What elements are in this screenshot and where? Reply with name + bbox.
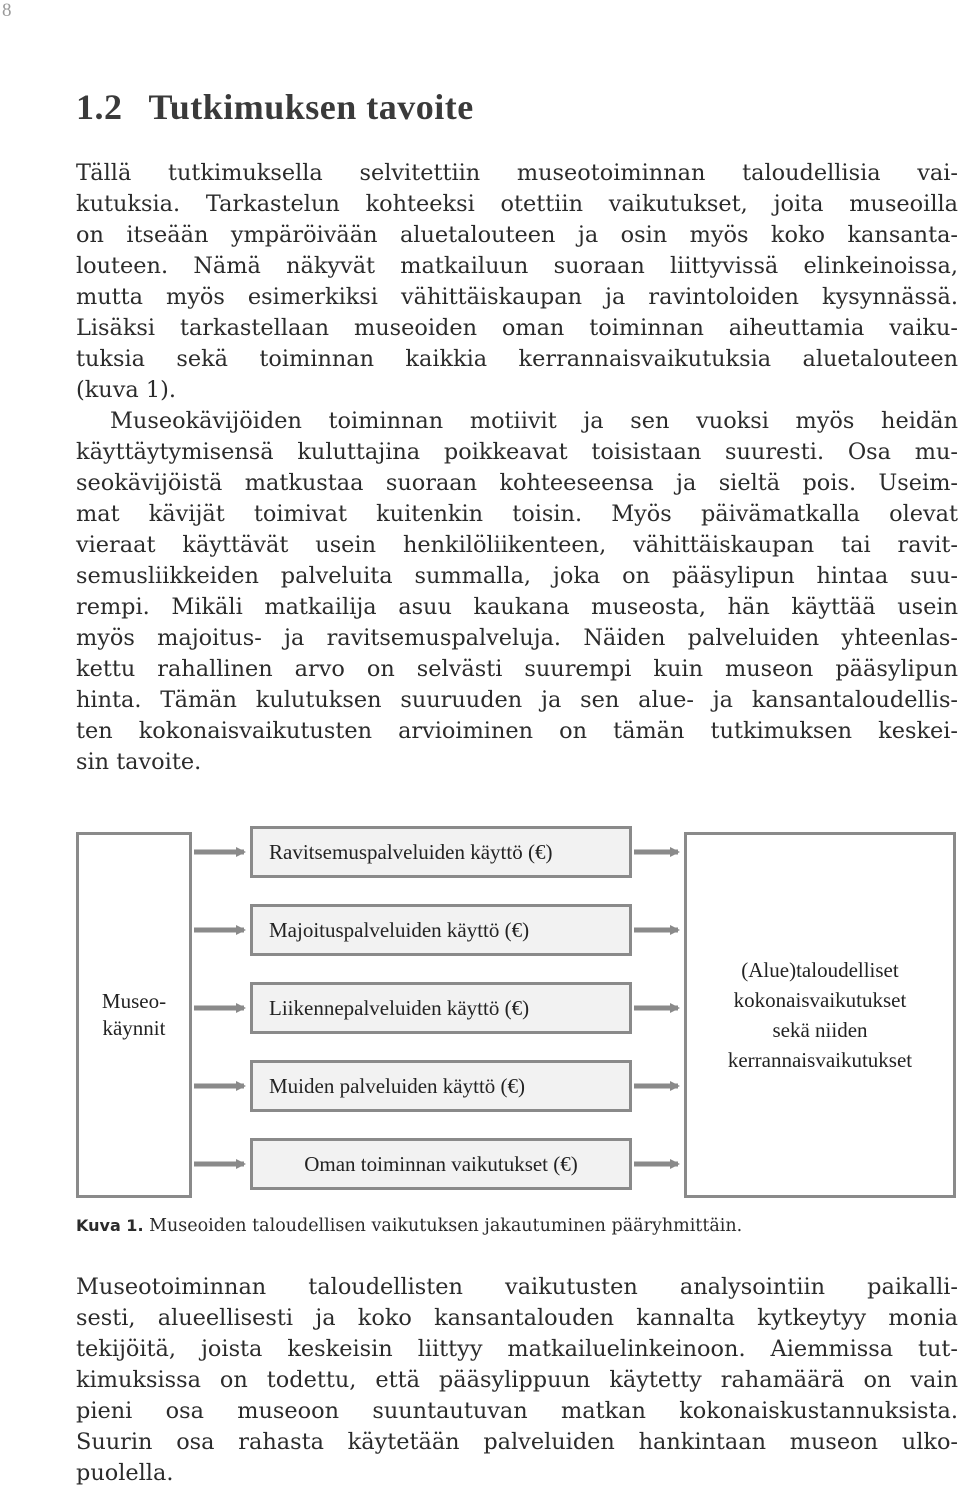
service-box-label: Majoituspalveluiden käyttö (€) (269, 917, 530, 942)
service-box-label: Liikennepalveluiden käyttö (€) (269, 995, 530, 1020)
paragraph-line: seokävijöistä matkustaa suoraan kohteeseensa ja sieltä pois. Useim- (76, 470, 958, 496)
paragraph-line: on itseään ympäröivään aluetalouteen ja osin myös koko kansanta- (76, 222, 958, 248)
paragraph-line: kutuksia. Tarkastelun kohteeksi otettiin vaikutukset, joita museoilla (76, 191, 958, 217)
service-box-ravitsemus (250, 826, 632, 878)
paragraph-line: hinta. Tämän kulutuksen suuruuden ja sen alue- ja kansantaloudellis- (76, 687, 958, 713)
service-box-label: Oman toiminnan vaikutukset (€) (304, 1151, 578, 1176)
paragraph-line: rempi. Mikäli matkailija asuu kaukana museosta, hän käyttää usein (76, 594, 958, 620)
service-box-label: Muiden palveluiden käyttö (€) (269, 1073, 526, 1098)
paragraph-line: sin tavoite. (76, 749, 202, 775)
museum-visits-box (76, 832, 192, 1198)
body-paragraphs (76, 158, 958, 778)
paragraph-line: pieni osa museoon suuntautuvan matkan kokonaiskustannuksista. (76, 1398, 958, 1424)
service-box-liikenne (250, 982, 632, 1034)
figure-caption-text: Museoiden taloudellisen vaikutuksen jakautuminen pääryhmittäin. (143, 1216, 743, 1236)
section-title: Tutkimuksen tavoite (148, 87, 474, 127)
total-effects-box (684, 832, 956, 1198)
service-box-majoitus (250, 904, 632, 956)
paragraph-line: puolella. (76, 1460, 174, 1486)
paragraph-line: mutta myös esimerkiksi vähittäiskaupan ja ravintoloiden kysynnässä. (76, 284, 958, 310)
paragraph-line: tekijöitä, joista keskeisin liittyy matkailuelinkeinoon. Aiemmissa tut- (76, 1336, 958, 1362)
service-box-muut (250, 1060, 632, 1112)
museum-visits-label-line: Museo- (101, 989, 167, 1013)
figure-caption-label: Kuva 1. (76, 1216, 144, 1235)
paragraph-line: kettu rahallinen arvo on selvästi suurempi kuin museon pääsylipun (76, 656, 958, 682)
paragraph-line: vieraat käyttävät usein henkilöliikenteen, vähittäiskaupan tai ravit- (76, 532, 958, 558)
paragraph-line: Tällä tutkimuksella selvitettiin museotoiminnan taloudellisia vai- (76, 160, 958, 186)
paragraph-line: sesti, alueellisesti ja koko kansantalouden kannalta kytkeytyy monia (76, 1305, 958, 1331)
paragraph-line: louteen. Nämä näkyvät matkailuun suoraan liittyvissä elinkeinoissa, (76, 253, 958, 279)
section-heading (76, 86, 474, 128)
museum-visits-label-line: käynnit (102, 1016, 166, 1040)
body-paragraph-after-figure (76, 1272, 958, 1489)
paragraph-line: myös majoitus- ja ravitsemuspalveluja. Näiden palveluiden yhteenlas- (76, 625, 958, 651)
paragraph-line: kimuksissa on todettu, että pääsylippuun käytetty rahamäärä on vain (76, 1367, 958, 1393)
paragraph-line: (kuva 1). (76, 377, 176, 403)
service-box-oma-toiminta (250, 1138, 632, 1190)
figure-caption (76, 1216, 742, 1236)
paragraph-line: mat kävijät toimivat kuitenkin toisin. Myös päivämatkalla olevat (76, 501, 958, 527)
paragraph-line: Lisäksi tarkastellaan museoiden oman toiminnan aiheuttamia vaiku- (76, 315, 958, 341)
total-effects-label-line: kokonaisvaikutukset (733, 988, 907, 1012)
paragraph-line: Suurin osa rahasta käytetään palveluiden hankintaan museon ulko- (76, 1429, 958, 1455)
page-number: 8 (2, 0, 12, 21)
paragraph-line: tuksia sekä toiminnan kaikkia kerrannaisvaikutuksia aluetalouteen (76, 346, 958, 372)
service-box-label: Ravitsemuspalveluiden käyttö (€) (269, 839, 553, 864)
total-effects-label-line: kerrannaisvaikutukset (727, 1048, 913, 1072)
paragraph-line: semusliikkeiden palveluita summalla, joka on pääsylipun hintaa suu- (76, 563, 958, 589)
section-number: 1.2 (76, 87, 123, 127)
paragraph-line: käyttäytymisensä kuluttajina poikkeavat toisistaan suuresti. Osa mu- (76, 439, 958, 465)
paragraph-line: ten kokonaisvaikutusten arvioiminen on tämän tutkimuksen keskei- (76, 718, 958, 744)
paragraph-line: Museotoiminnan taloudellisten vaikutusten analysointiin paikalli- (76, 1274, 958, 1300)
total-effects-label-line: sekä niiden (772, 1018, 868, 1042)
paragraph-line: Museokävijöiden toiminnan motiivit ja sen vuoksi myös heidän (110, 408, 958, 434)
total-effects-label-line: (Alue)taloudelliset (741, 958, 899, 982)
